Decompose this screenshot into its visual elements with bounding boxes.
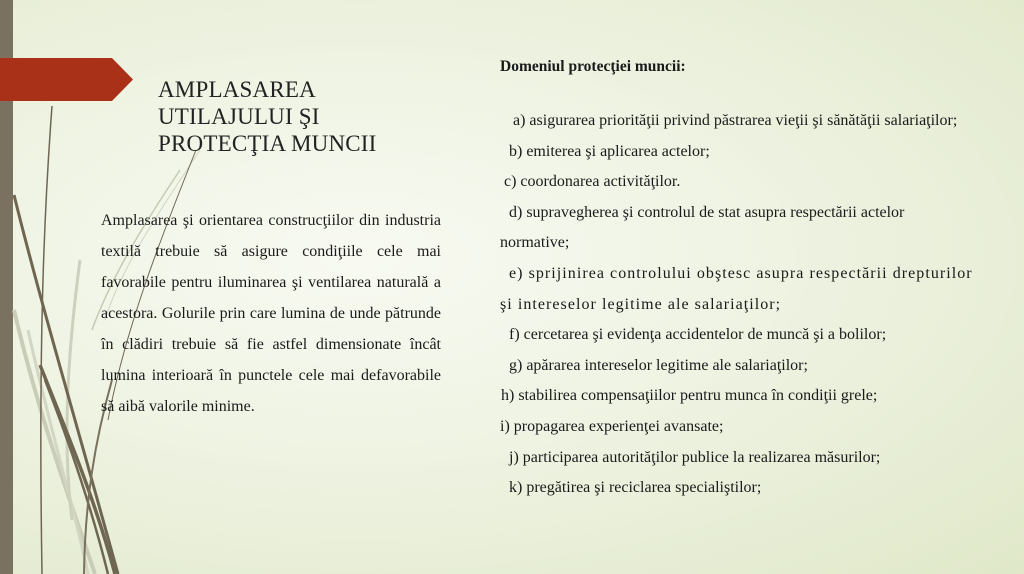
list-item-f: f) cercetarea şi evidenţa accidentelor de muncă şi a bolilor; [509, 326, 887, 344]
right-column [500, 55, 1010, 504]
title-line-3: PROTECŢIA MUNCII [158, 131, 377, 156]
list-item-d-cont: normative; [500, 234, 570, 252]
domain-list [500, 106, 1010, 504]
list-item-k: k) pregătirea şi reciclarea specialiştilor; [509, 479, 762, 497]
body-paragraph: Amplasarea şi orientarea construcţiilor din industria textilă trebuie să asigure condiţiile cele mai favorabile pentru iluminarea şi ventilarea naturală a acestora. Golurile prin care lumina de unde pătrunde în clădiri trebuie să fie astfel dimensionate încât lumina interioară în punctele cele mai defavorabile să aibă valorile minime. [101, 212, 441, 415]
title-line-2: UTILAJULUI ŞI [158, 104, 320, 129]
title-arrow-banner [0, 58, 133, 101]
slide-title [158, 76, 458, 157]
list-item-e: e) sprijinirea controlului obştesc asupra respectării drepturilor [509, 264, 973, 282]
list-item-d: d) supravegherea şi controlul de stat asupra respectării actelor [509, 203, 905, 221]
list-item-a: a) asigurarea priorităţii privind păstrarea vieţii şi sănătăţii salariaţilor; [513, 112, 958, 129]
list-item-g: g) apărarea intereselor legitime ale salariaţilor; [509, 356, 808, 374]
list-item-j: j) participarea autorităţilor publice la realizarea măsurilor; [509, 448, 881, 466]
list-item-h: h) stabilirea compensaţiilor pentru munca în condiţii grele; [501, 387, 878, 405]
title-line-1: AMPLASAREA [158, 77, 316, 102]
list-item-b: b) emiterea şi aplicarea actelor; [509, 142, 710, 160]
section-heading: Domeniul protecţiei muncii: [500, 58, 686, 75]
list-item-e-cont: şi intereselor legitime ale salariaţilor; [500, 295, 782, 313]
list-item-c: c) coordonarea activităţilor. [504, 173, 681, 191]
list-item-i: i) propagarea experienţei avansate; [500, 417, 724, 435]
